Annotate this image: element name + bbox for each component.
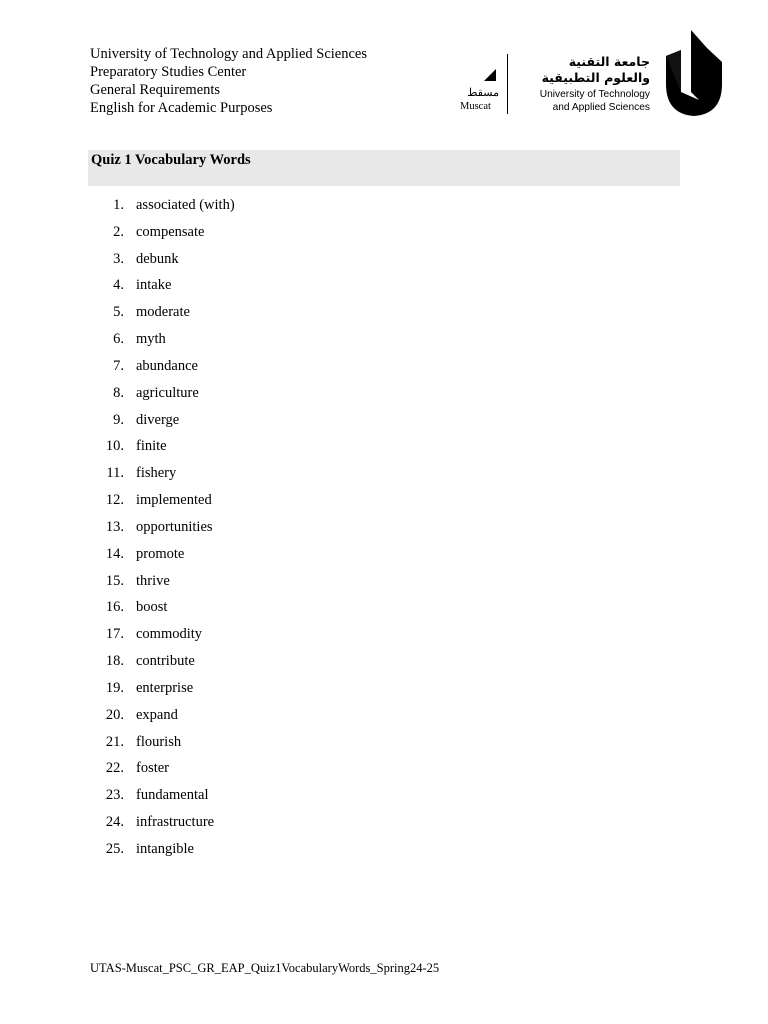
- list-item-word: abundance: [136, 357, 198, 374]
- list-item-word: agriculture: [136, 384, 199, 401]
- header-institution-block: [90, 45, 367, 117]
- list-item-number: 19.: [105, 679, 124, 696]
- list-item-number: 22.: [105, 760, 124, 777]
- list-item-word: fundamental: [136, 787, 209, 804]
- section-title: Quiz 1 Vocabulary Words: [91, 152, 251, 168]
- list-item-word: boost: [136, 599, 168, 616]
- section-title-bar: [88, 150, 680, 186]
- list-item-number: 5.: [113, 304, 124, 321]
- header-line-university: University of Technology and Applied Sciences: [90, 46, 367, 62]
- list-item-number: 7.: [113, 357, 124, 374]
- list-item-number: 6.: [113, 331, 124, 348]
- list-item-word: myth: [136, 331, 166, 348]
- list-item-word: associated (with): [136, 197, 235, 213]
- list-item-word: promote: [136, 545, 185, 562]
- header-line-course: English for Academic Purposes: [90, 100, 273, 116]
- list-item-number: 13.: [105, 518, 124, 535]
- list-item-number: 9.: [113, 411, 124, 428]
- list-item-number: 16.: [105, 599, 124, 616]
- list-item-word: compensate: [136, 223, 205, 240]
- list-item-number: 15.: [105, 572, 124, 589]
- list-item-number: 10.: [105, 438, 124, 455]
- logo-university-english-line1: University of Technology: [539, 89, 650, 100]
- list-item-number: 21.: [105, 733, 124, 750]
- list-item-word: finite: [136, 438, 167, 455]
- list-item-number: 12.: [105, 492, 124, 509]
- list-item-word: diverge: [136, 411, 180, 428]
- utas-shield-logo-icon: [663, 28, 725, 118]
- list-item-word: flourish: [136, 733, 182, 750]
- list-item-word: enterprise: [136, 679, 194, 696]
- logo-university-english-line2: and Applied Sciences: [552, 102, 650, 113]
- list-item-word: opportunities: [136, 518, 213, 535]
- logo-university-arabic-line1: جامعة التقنية: [568, 54, 650, 69]
- list-item-number: 24.: [105, 814, 124, 831]
- list-item-word: thrive: [136, 572, 170, 589]
- header-line-department: General Requirements: [90, 82, 221, 98]
- footer-filename: UTAS-Muscat_PSC_GR_EAP_Quiz1VocabularyWords_Spring24-25: [90, 961, 440, 975]
- list-item-number: 17.: [105, 626, 124, 643]
- muscat-mark-icon: [483, 68, 497, 82]
- list-item-number: 18.: [105, 653, 124, 670]
- list-item-word: intangible: [136, 840, 194, 857]
- list-item-word: fishery: [136, 465, 177, 482]
- list-item-number: 3.: [113, 250, 124, 267]
- logo-city-arabic: مسقط: [467, 87, 499, 99]
- list-item-word: intake: [136, 277, 172, 294]
- logo-city-english: Muscat: [460, 101, 491, 112]
- list-item-word: foster: [136, 760, 170, 777]
- logo-university-arabic: [510, 54, 650, 86]
- list-item-number: 23.: [105, 787, 124, 804]
- list-item-word: contribute: [136, 653, 195, 670]
- list-item-word: moderate: [136, 304, 190, 321]
- logo-university-english: [500, 88, 650, 114]
- list-item-number: 1.: [113, 197, 124, 213]
- list-item-number: 14.: [105, 545, 124, 562]
- university-logo: [455, 28, 725, 120]
- list-item-number: 8.: [113, 384, 124, 401]
- list-item-word: implemented: [136, 492, 212, 509]
- list-item-number: 25.: [105, 840, 124, 857]
- list-item-word: infrastructure: [136, 814, 215, 831]
- list-item-word: debunk: [136, 250, 179, 267]
- logo-university-arabic-line2: والعلوم التطبيقية: [541, 70, 650, 85]
- list-item-number: 11.: [106, 465, 124, 482]
- header-line-center: Preparatory Studies Center: [90, 64, 247, 80]
- list-item-number: 20.: [105, 706, 124, 723]
- list-item-number: 2.: [113, 223, 124, 240]
- list-item-word: expand: [136, 706, 178, 723]
- list-item-word: commodity: [136, 626, 203, 643]
- list-item-number: 4.: [113, 277, 124, 294]
